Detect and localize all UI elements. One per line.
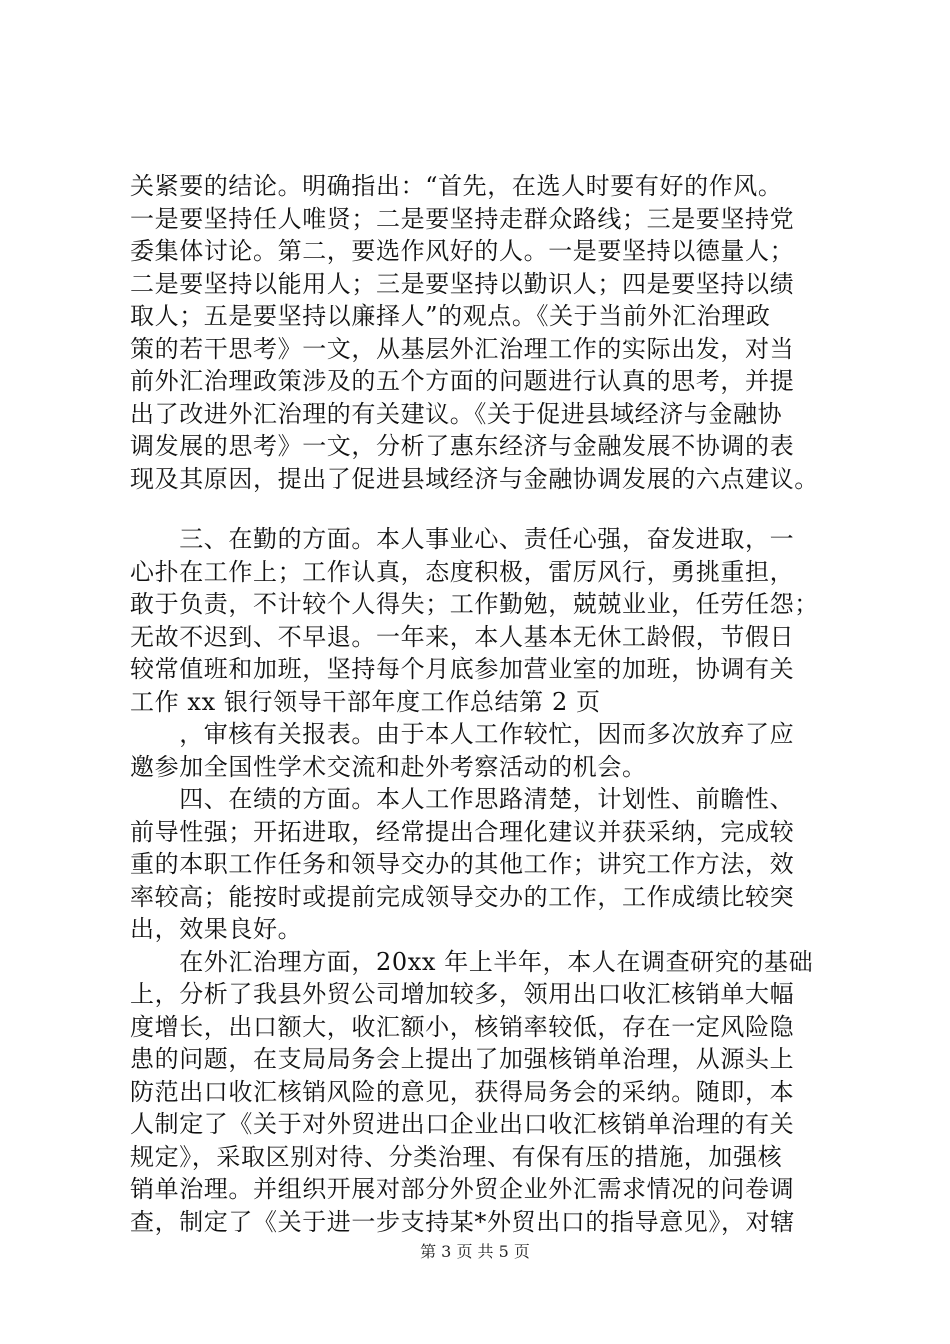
text-line: 规定》，采取区别对待、分类治理、有保有压的措施，加强核: [130, 1142, 783, 1171]
document-body: [130, 170, 850, 1238]
text-line: 度增长，出口额大，收汇额小，核销率较低，存在一定风险隐: [130, 1012, 795, 1041]
text-line: 一是要坚持任人唯贤；二是要坚持走群众路线；三是要坚持党: [130, 204, 795, 233]
page-number-footer: 第 3 页 共 5 页: [420, 1242, 530, 1261]
text-line: 销单治理。并组织开展对部分外贸企业外汇需求情况的问卷调: [130, 1175, 795, 1203]
text-line: 取人；五是要坚持以廉择人”的观点。《关于当前外汇治理政: [130, 302, 771, 330]
text-line: 前导性强；开拓进取，经常提出合理化建议并获采纳，完成较: [130, 817, 795, 846]
text-line: 心扑在工作上；工作认真，态度积极，雷厉风行，勇挑重担，: [130, 557, 795, 586]
text-line: 无故不迟到、不早退。一年来，本人基本无休工龄假，节假日: [130, 622, 795, 651]
text-line: 在外汇治理方面，20xx 年上半年，本人在调查研究的基础: [130, 947, 814, 976]
paragraph-block-1: [130, 170, 850, 495]
text-line: 患的问题，在支局局务会上提出了加强核销单治理，从源头上: [130, 1045, 795, 1073]
text-line: 上，分析了我县外贸公司增加较多，领用出口收汇核销单大幅: [130, 980, 795, 1008]
text-line: ，审核有关报表。由于本人工作较忙，因而多次放弃了应: [130, 720, 795, 748]
paragraph-block-2: [130, 523, 850, 1238]
text-line: 敢于负责，不计较个人得失；工作勤勉，兢兢业业，任劳任怨；: [130, 590, 819, 618]
text-line: 防范出口收汇核销风险的意见，获得局务会的采纳。随即，本: [130, 1077, 795, 1106]
text-line: 工作 xx 银行领导干部年度工作总结第 2 页: [130, 687, 601, 716]
text-line: 较常值班和加班，坚持每个月底参加营业室的加班，协调有关: [130, 655, 795, 683]
text-line: 率较高；能按时或提前完成领导交办的工作，工作成绩比较突: [130, 882, 795, 911]
text-line: 策的若干思考》一文，从基层外汇治理工作的实际出发，对当: [130, 334, 795, 363]
text-line: 查，制定了《关于进一步支持某*外贸出口的指导意见》，对辖: [130, 1207, 795, 1236]
text-line: 委集体讨论。第二，要选作风好的人。一是要坚持以德量人；: [130, 237, 795, 265]
text-line: 前外汇治理政策涉及的五个方面的问题进行认真的思考，并提: [130, 367, 795, 395]
text-line: 人制定了《关于对外贸进出口企业出口收汇核销单治理的有关: [130, 1110, 795, 1138]
text-line: 调发展的思考》一文，分析了惠东经济与金融发展不协调的表: [130, 432, 795, 460]
text-line: 三、在勤的方面。本人事业心、责任心强，奋发进取，一: [130, 525, 795, 553]
text-line: 二是要坚持以能用人；三是要坚持以勤识人；四是要坚持以绩: [130, 269, 795, 298]
text-line: 邀参加全国性学术交流和赴外考察活动的机会。: [130, 752, 647, 781]
text-line: 现及其原因，提出了促进县域经济与金融协调发展的六点建议。: [130, 464, 819, 493]
paragraph-spacer: [130, 495, 850, 523]
text-line: 重的本职工作任务和领导交办的其他工作；讲究工作方法，效: [130, 850, 795, 878]
text-line: 关紧要的结论。明确指出：“首先，在选人时要有好的作风。: [130, 172, 783, 200]
text-line: 出了改进外汇治理的有关建议。《关于促进县域经济与金融协: [130, 399, 783, 428]
text-line: 四、在绩的方面。本人工作思路清楚，计划性、前瞻性、: [130, 785, 795, 813]
text-line: 出，效果良好。: [130, 915, 303, 943]
